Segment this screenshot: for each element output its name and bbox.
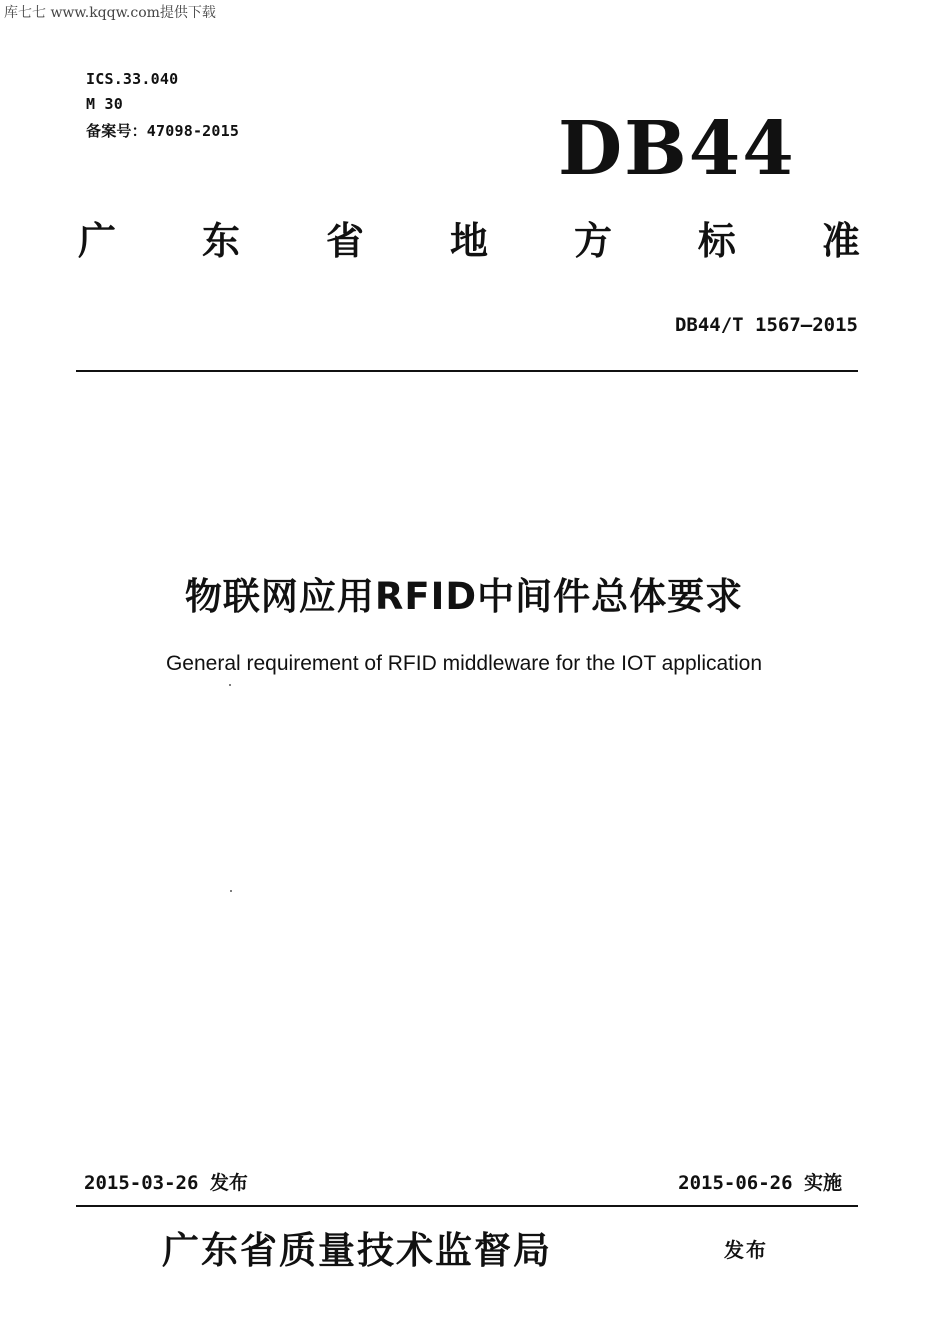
db-code-mark: DB44: [558, 106, 796, 192]
issuer-action: 发布: [724, 1238, 768, 1262]
scan-speck: [230, 890, 232, 892]
footer-divider: [76, 1205, 858, 1207]
standard-type-heading: [78, 218, 860, 263]
header-divider: [76, 370, 858, 372]
standard-type-char: 标: [697, 218, 736, 263]
ics-code: ICS.33.040: [86, 70, 179, 88]
scan-speck: [229, 684, 231, 686]
standard-type-char: 方: [573, 218, 612, 263]
issuer-name: 广东省质量技术监督局: [162, 1228, 552, 1272]
publish-date: 2015-03-26 发布: [84, 1172, 248, 1194]
filing-number: 备案号：47098-2015: [86, 122, 240, 140]
standard-number: DB44/T 1567—2015: [674, 314, 858, 336]
standard-type-char: 准: [821, 218, 860, 263]
implement-date: 2015-06-26 实施: [678, 1172, 842, 1194]
title-chinese: 物联网应用RFID中间件总体要求: [184, 575, 744, 618]
standard-type-char: 省: [325, 218, 364, 263]
title-english: General requirement of RFID middleware for the IOT application: [165, 652, 763, 675]
standard-type-char: 地: [449, 218, 488, 263]
watermark-text: 库七七 www.kqqw.com提供下载: [4, 5, 216, 21]
ccs-code: M 30: [86, 95, 123, 113]
standard-type-char: 东: [201, 218, 240, 263]
standard-type-char: 广: [78, 218, 117, 263]
